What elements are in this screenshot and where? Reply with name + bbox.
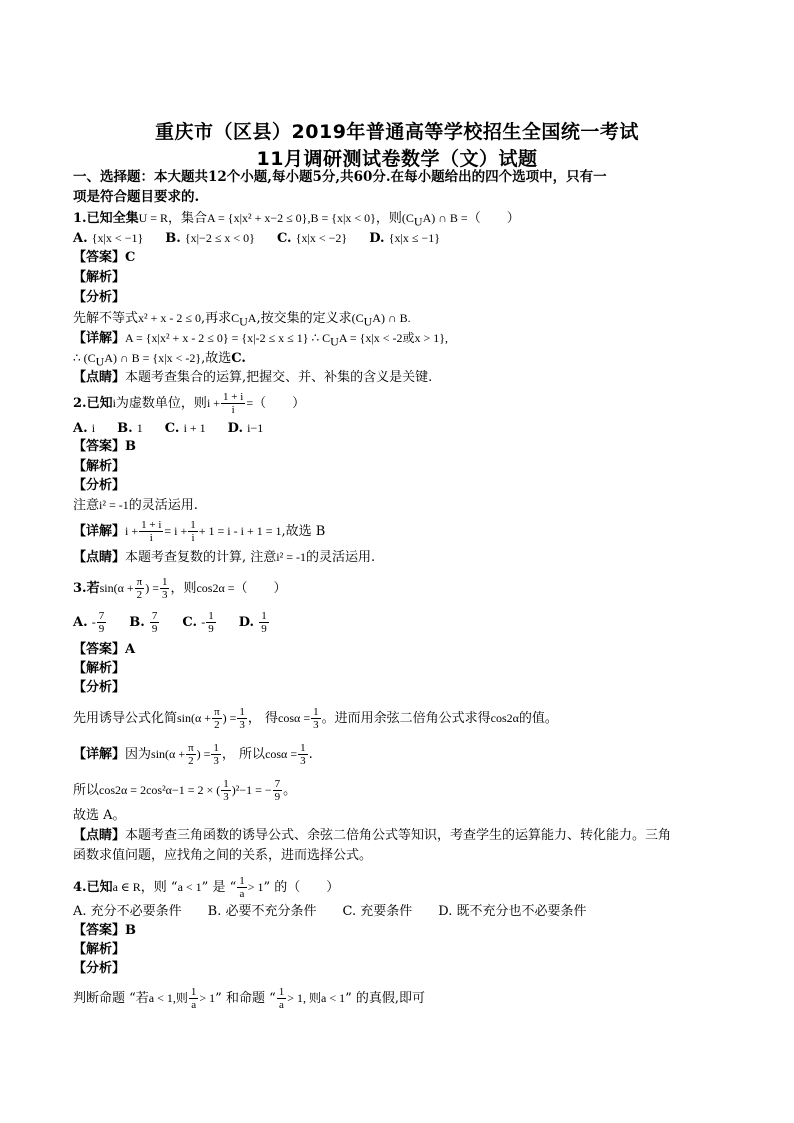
q1-analysis-label: 【解析】 bbox=[73, 270, 126, 285]
q2-option-d: D. i−1 bbox=[227, 421, 264, 436]
q4-answer: 【答案】B bbox=[73, 923, 137, 938]
q3-option-a-fraction: $\frac{7}{9}$ bbox=[98, 610, 105, 635]
q3-breakdown: 先用诱导公式化简sin(α + $\frac{\pi}{2}$ ) = $\frac{1}{3}$ ， 得cosα = $\frac{1}{3}$ 。进而用余弦二倍角公式求得cos2α的值。 bbox=[73, 706, 558, 731]
q3-breakdown-label: 【分析】 bbox=[73, 680, 126, 695]
q3-comment-line1: 【点睛】本题考查三角函数的诱导公式、余弦二倍角公式等知识，考查学生的运算能力、转化能力。三角 bbox=[73, 828, 672, 843]
q3-so: 所以cos2α = 2cos²α−1 = 2 × ( $\frac{1}{3}$ )²−1 = − $\frac{7}{9}$ 。 bbox=[73, 778, 297, 803]
q4-breakdown-fraction-1: $\frac{1}{a}$ bbox=[190, 986, 197, 1011]
q2-analysis-label: 【解析】 bbox=[73, 459, 126, 474]
q2-detail-fraction-2: $\frac{1}{i}$ bbox=[190, 519, 196, 544]
q3-stem-value-fraction: $\frac{1}{3}$ bbox=[161, 576, 168, 601]
q1-breakdown-label: 【分析】 bbox=[73, 290, 126, 305]
q3-detail-value-fraction: $\frac{1}{3}$ bbox=[213, 742, 219, 767]
q2-option-c: C. i + 1 bbox=[164, 421, 206, 436]
q2-breakdown: 注意i² = -1的灵活运用. bbox=[73, 498, 198, 513]
q2-comment: 【点睛】本题考查复数的计算, 注意i² = -1的灵活运用. bbox=[73, 550, 376, 565]
q2-answer: 【答案】B bbox=[73, 439, 137, 454]
q4-option-a: A. 充分不必要条件 bbox=[73, 904, 182, 919]
q3-answer: 【答案】A bbox=[73, 642, 136, 657]
q3-option-d-fraction: $\frac{1}{9}$ bbox=[261, 610, 267, 635]
q4-stem: 4.已知a ∈ R，则 “a < 1” 是 “ $\frac{1}{a}$ > 1” 的（ ） bbox=[73, 875, 340, 900]
q3-breakdown-pi-fraction: $\frac{\pi}{2}$ bbox=[214, 706, 220, 731]
q3-so-result-fraction: $\frac{7}{9}$ bbox=[274, 778, 281, 803]
q3-analysis-label: 【解析】 bbox=[73, 661, 126, 676]
q2-stem: 2.已知i为虚数单位，则i + $\frac{1 + i}{i}$ =（ ） bbox=[73, 391, 306, 416]
q1-options bbox=[73, 228, 733, 249]
q3-choose: 故选 A。 bbox=[73, 808, 126, 823]
q3-option-c-fraction: $\frac{1}{9}$ bbox=[208, 610, 214, 635]
q1-option-c: C. {x|x < −2} bbox=[276, 231, 348, 246]
q4-breakdown-label: 【分析】 bbox=[73, 961, 126, 976]
q2-stem-fraction: $\frac{1 + i}{i}$ bbox=[223, 391, 244, 416]
q4-option-b: B. 必要不充分条件 bbox=[207, 904, 317, 919]
q2-options bbox=[73, 418, 733, 439]
q1-stem: 1.已知全集U = R，集合A = {x|x² + x−2 ≤ 0},B = {x|x < 0}，则$(C_UA)$ ∩ B =（ ） bbox=[73, 211, 520, 229]
q3-detail: 【详解】因为sin(α + $\frac{\pi}{2}$ ) = $\frac{1}{3}$ ， 所以cosα = $\frac{1}{3}$ . bbox=[73, 742, 313, 767]
q3-comment-line2: 函数求值问题，应找角之间的关系，进而选择公式。 bbox=[73, 848, 373, 863]
q1-detail: 【详解】A = {x|x² + x - 2 ≤ 0} = {x|-2 ≤ x ≤ 1} ∴ $C_UA = \{x|x < -2$或x > 1}, bbox=[73, 331, 449, 349]
q4-stem-fraction: $\frac{1}{a}$ bbox=[239, 875, 245, 900]
q3-so-fraction: $\frac{1}{3}$ bbox=[223, 778, 229, 803]
q1-option-b: B. {x|−2 ≤ x < 0} bbox=[165, 231, 255, 246]
q1-detail-2: ∴ $(C_UA)$ ∩ B = {x|x < -2},故选C. bbox=[73, 351, 246, 369]
q4-breakdown-fraction-2: $\frac{1}{a}$ bbox=[278, 986, 285, 1011]
section-heading-line2: 项是符合题目要求的. bbox=[73, 189, 200, 205]
q1-answer: 【答案】C bbox=[73, 250, 136, 265]
q3-detail-cos-fraction: $\frac{1}{3}$ bbox=[300, 742, 306, 767]
q3-option-d: D. $\frac{1}{9}$ bbox=[238, 610, 267, 635]
q2-detail: 【详解】i + $\frac{1 + i}{i}$ = i + $\frac{1}{i}$ + 1 = i - i + 1 = 1,故选 B bbox=[73, 519, 326, 544]
q1-option-d: D. {x|x ≤ −1} bbox=[369, 231, 440, 246]
q4-options bbox=[73, 902, 733, 922]
q2-detail-fraction-1: $\frac{1 + i}{i}$ bbox=[141, 519, 162, 544]
q1-comment: 【点睛】本题考查集合的运算,把握交、并、补集的含义是关键. bbox=[73, 370, 433, 385]
section-heading-line1: 一、选择题：本大题共12个小题,每小题5分,共60分.在每小题给出的四个选项中，只有一 bbox=[73, 169, 607, 185]
q2-option-a: A. i bbox=[73, 421, 96, 436]
q3-stem: 3.若sin(α + $\frac{\pi}{2}$ ) = $\frac{1}{3}$ ，则cos2α =（ ） bbox=[73, 576, 287, 601]
q4-option-d: D. 既不充分也不必要条件 bbox=[438, 904, 587, 919]
q3-options bbox=[73, 610, 733, 635]
exam-title-line2: 11月调研测试卷数学（文）试题 bbox=[256, 148, 538, 170]
q3-stem-pi-fraction: $\frac{\pi}{2}$ bbox=[136, 576, 143, 601]
q4-breakdown: 判断命题 “若a < 1,则 $\frac{1}{a}$ > 1” 和命题 “ $\frac{1}{a}$ > 1, 则a < 1” 的真假,即可 bbox=[73, 986, 426, 1011]
q4-option-c: C. 充要条件 bbox=[342, 904, 413, 919]
q1-breakdown: 先解不等式x² + x - 2 ≤ 0,再求$C_UA$,按交集的定义求$(C_UA)$ ∩ B. bbox=[73, 311, 411, 329]
q3-breakdown-value-fraction: $\frac{1}{3}$ bbox=[239, 706, 245, 731]
q3-option-b: B. $\frac{7}{9}$ bbox=[129, 610, 158, 635]
q1-option-a: A. {x|x < −1} bbox=[73, 231, 144, 246]
q3-breakdown-cos-fraction: $\frac{1}{3}$ bbox=[313, 706, 319, 731]
q3-option-b-fraction: $\frac{7}{9}$ bbox=[151, 610, 158, 635]
q2-breakdown-label: 【分析】 bbox=[73, 478, 126, 493]
q3-detail-pi-fraction: $\frac{\pi}{2}$ bbox=[188, 742, 194, 767]
q2-option-b: B. 1 bbox=[117, 421, 143, 436]
q4-analysis-label: 【解析】 bbox=[73, 942, 126, 957]
exam-title-line1: 重庆市（区县）2019年普通高等学校招生全国统一考试 bbox=[155, 121, 639, 143]
q3-option-c: C. - $\frac{1}{9}$ bbox=[182, 610, 214, 635]
q3-option-a: A. - $\frac{7}{9}$ bbox=[73, 610, 105, 635]
